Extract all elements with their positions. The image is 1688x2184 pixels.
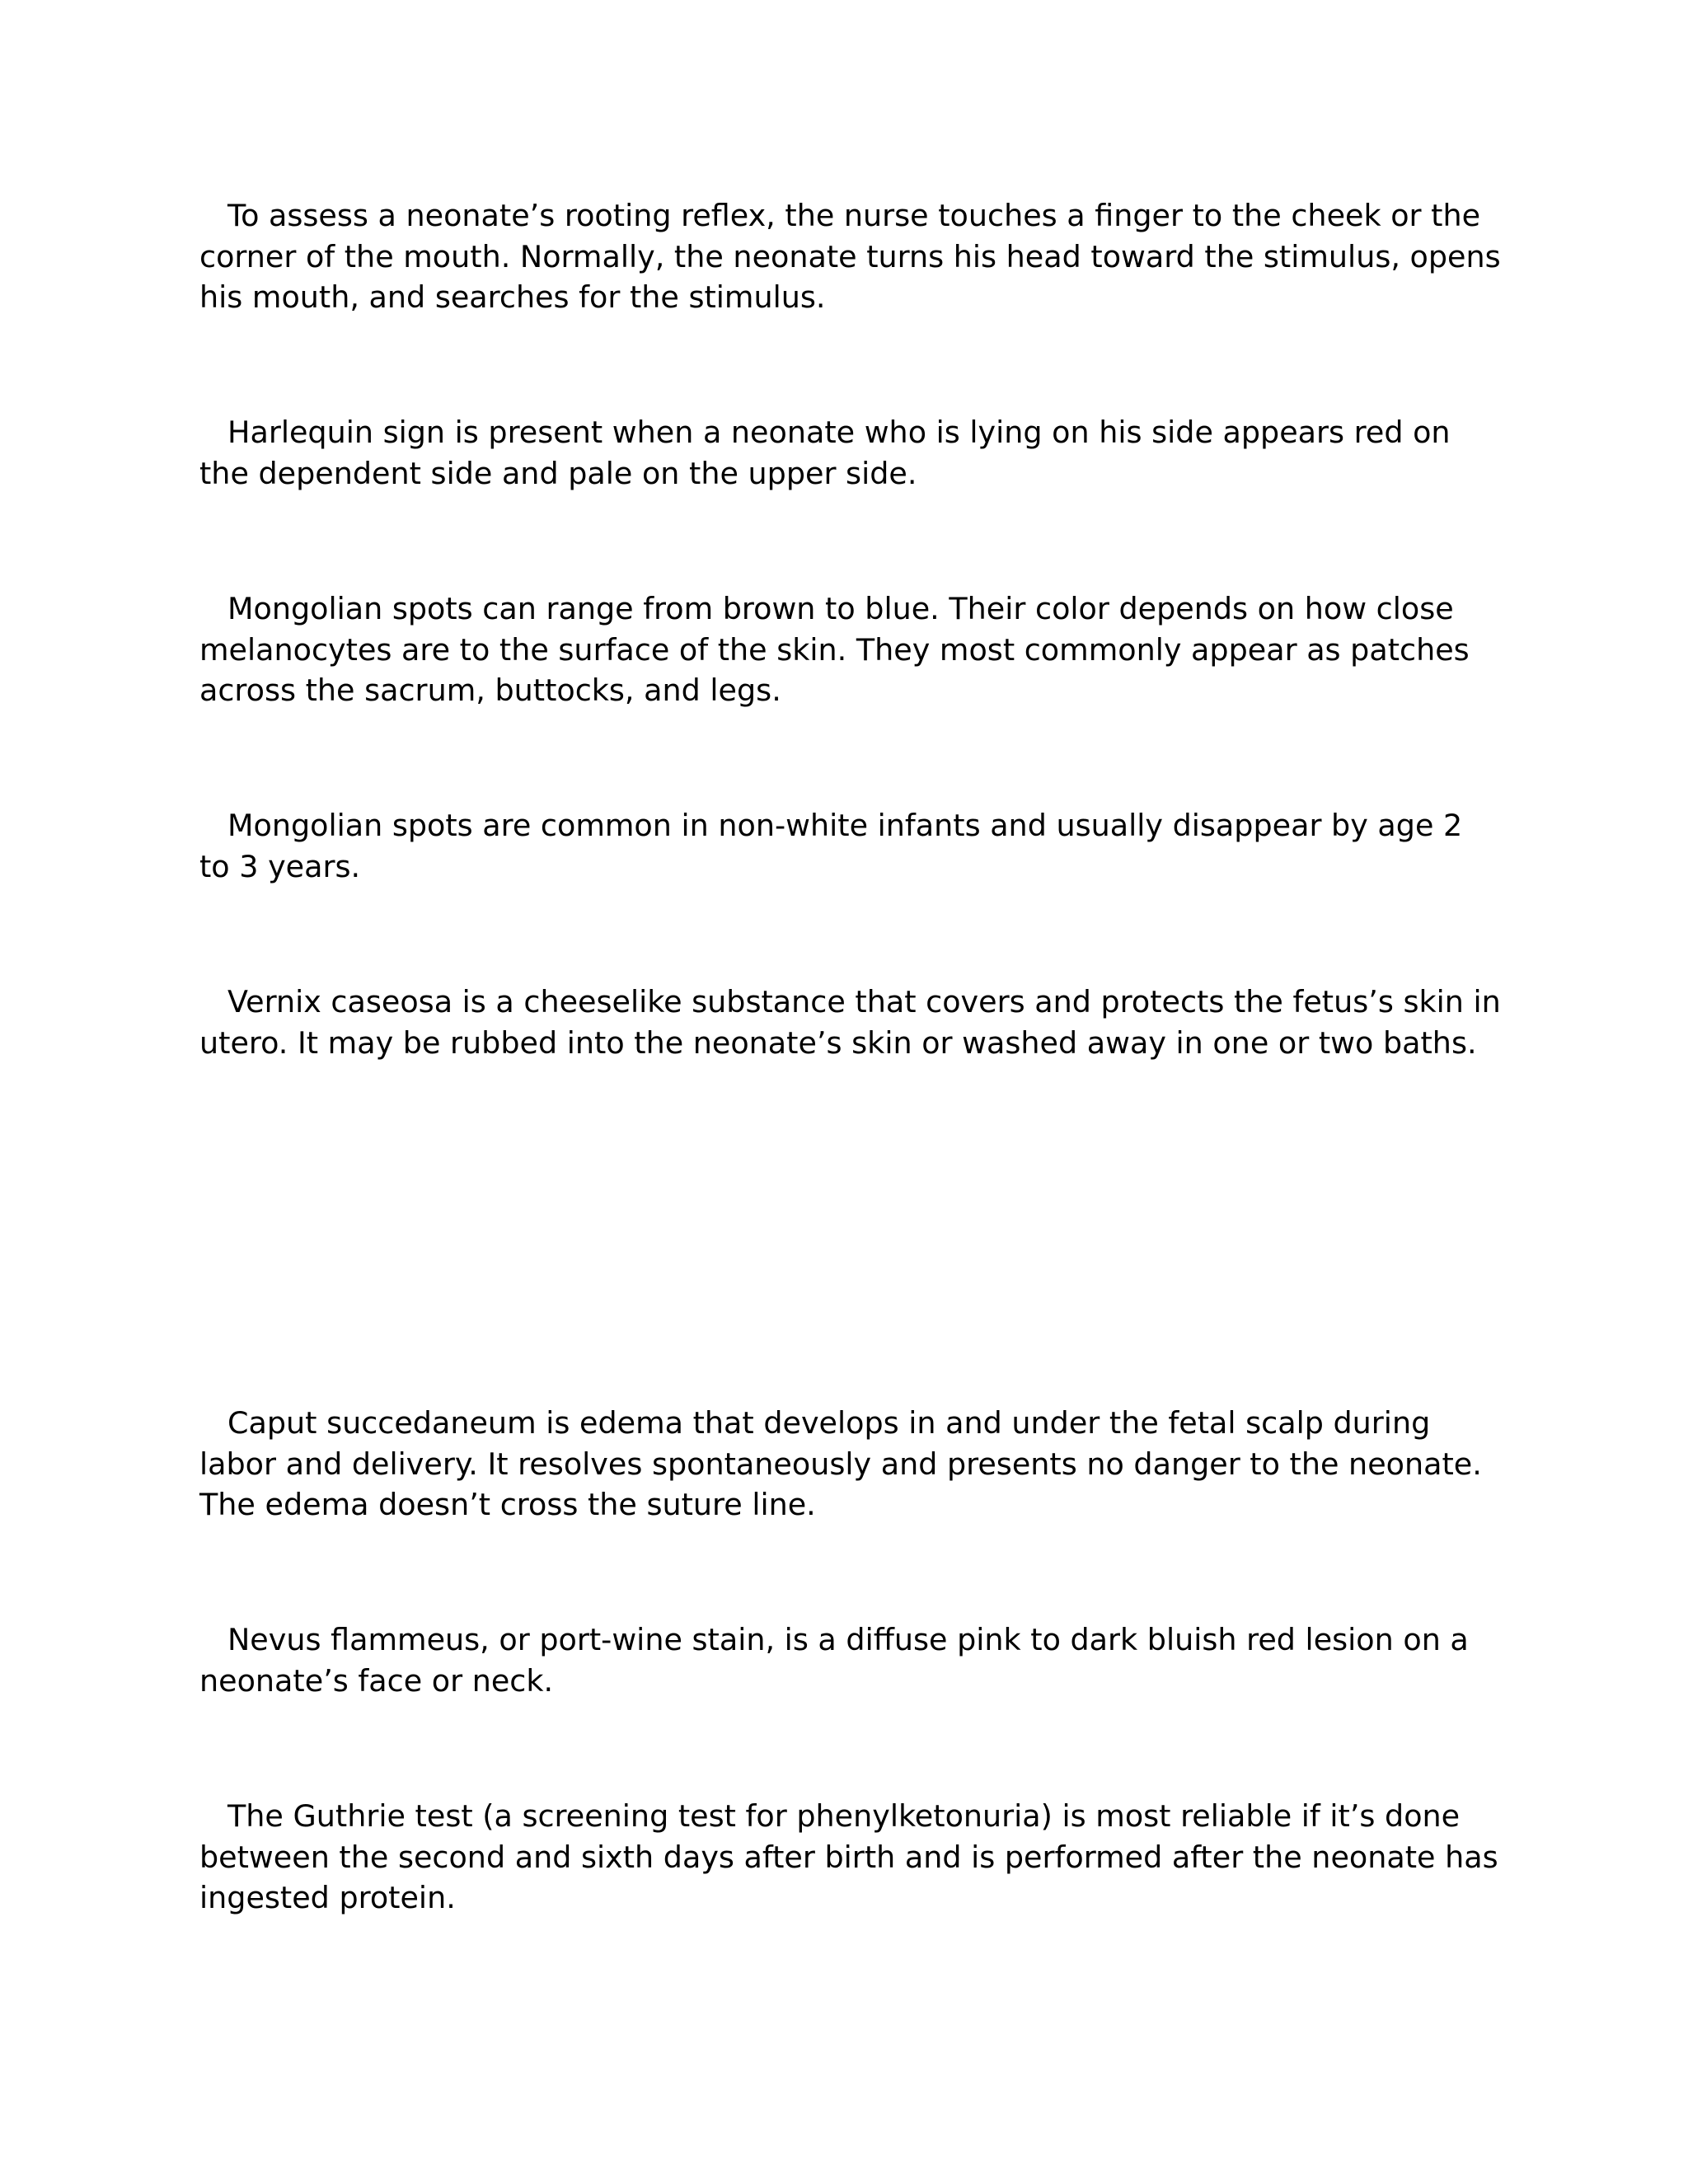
paragraph-caput-succedaneum: Caput succedaneum is edema that develops in and under the fetal scalp during labor and delivery. It resolves spontaneously and presents no danger to the neonate. The edema doesn’t cross the suture line. <box>199 1405 1482 1522</box>
paragraph-mongolian-spots-color: Mongolian spots can range from brown to blue. Their color depends on how close melanocytes are to the surface of the skin. They most commonly appear as patches across the sacrum, buttocks, and legs. <box>199 591 1470 708</box>
paragraph-rooting-reflex: To assess a neonate’s rooting reflex, the nurse touches a finger to the cheek or the corner of the mouth. Normally, the neonate turns his head toward the stimulus, opens his mouth, and searches for the stimulus. <box>199 198 1501 315</box>
paragraph-guthrie-test: The Guthrie test (a screening test for phenylketonuria) is most reliable if it’s done between the second and sixth days after birth and is performed after the neonate has ingested protein. <box>199 1798 1498 1915</box>
paragraph-nevus-flammeus: Nevus flammeus, or port-wine stain, is a diffuse pink to dark bluish red lesion on a neonate’s face or neck. <box>199 1622 1469 1699</box>
paragraph-mongolian-spots-common: Mongolian spots are common in non-white infants and usually disappear by age 2 to 3 years. <box>199 808 1463 884</box>
paragraph-harlequin-sign: Harlequin sign is present when a neonate who is lying on his side appears red on the dependent side and pale on the upper side. <box>199 415 1451 491</box>
paragraph-vernix-caseosa: Vernix caseosa is a cheeselike substance that covers and protects the fetus’s skin in utero. It may be rubbed into the neonate’s skin or washed away in one or two baths. <box>199 984 1501 1061</box>
